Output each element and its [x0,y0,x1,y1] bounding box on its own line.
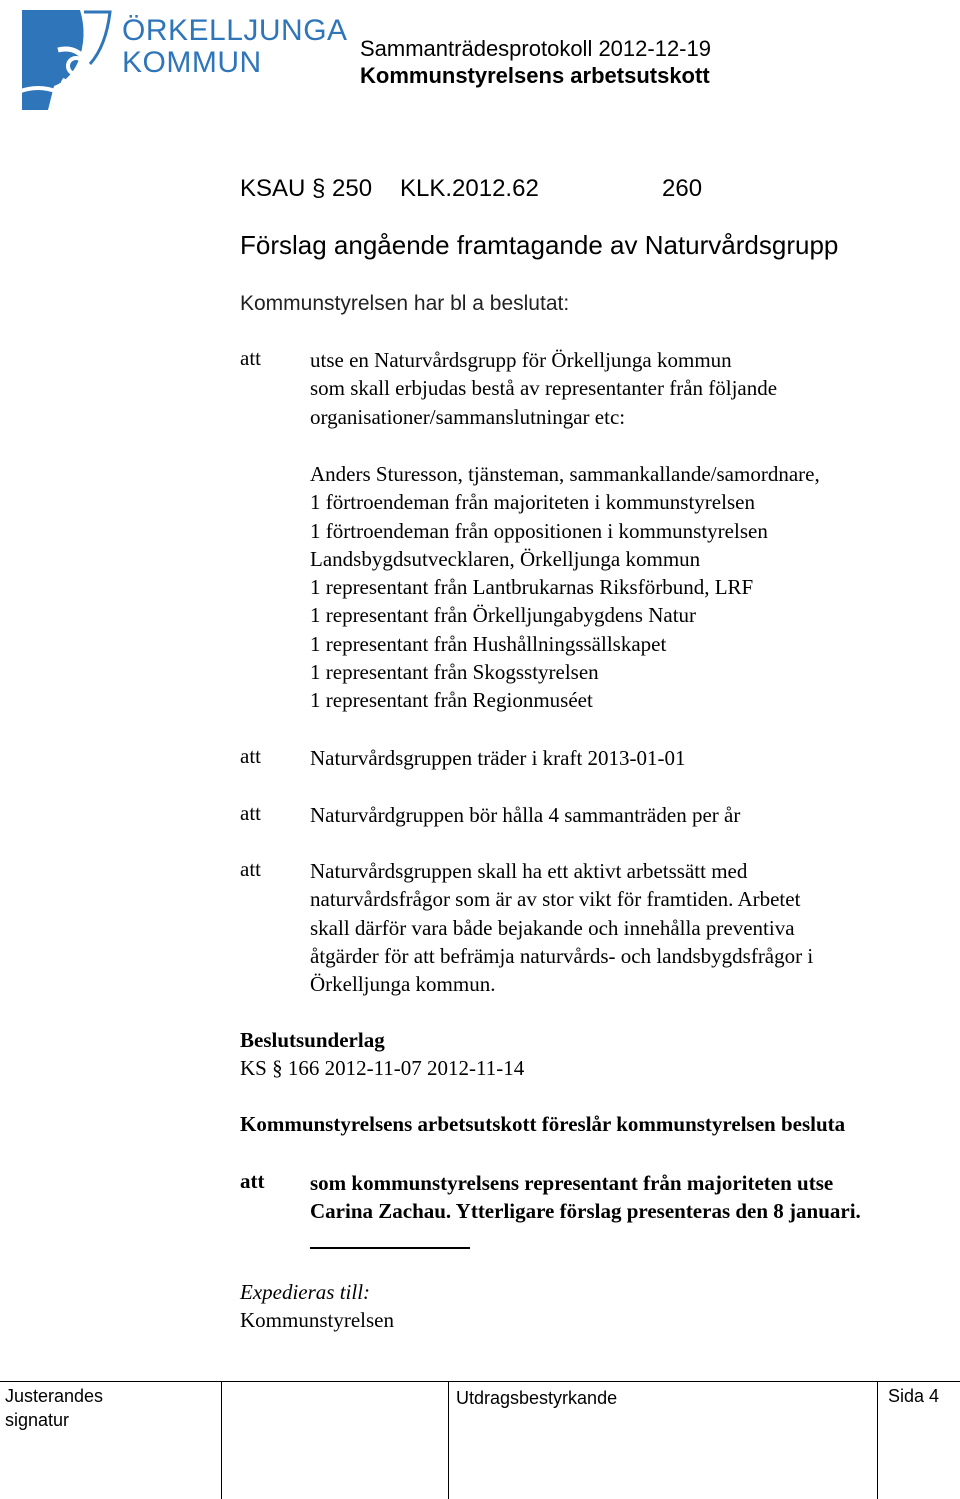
case-ksau: KSAU [240,175,306,202]
list-item: 1 representant från Hushållningssällskapet [310,631,667,656]
list-item: 1 representant från Örkelljungabygdens Natur [310,603,697,628]
item-line: skall därför vara både bejakande och innehålla preventiva [310,915,795,940]
page-number: Sida 4 [888,1386,940,1406]
list-item: 1 representant från Skogsstyrelsen [310,660,599,685]
protocol-title: Sammanträdesprotokoll 2012-12-19 [360,36,711,61]
list-item: Landsbygdsutvecklaren, Örkelljunga kommun [310,546,701,571]
att-label: att [240,801,261,825]
footer-divider [448,1382,449,1499]
item-line: Örkelljunga kommun. [310,972,496,997]
att-label: att [240,744,261,768]
beslutsunderlag-reference: KS § 166 2012-11-07 2012-11-14 [240,1056,525,1080]
proposal-heading: Kommunstyrelsens arbetsutskott föreslår kommunstyrelsen besluta [240,1112,846,1136]
att-label: att [240,1169,265,1193]
footer-divider [221,1382,222,1499]
list-item: 1 förtroendeman från oppositionen i kommunstyrelsen [310,518,768,543]
att-label: att [240,346,261,370]
item-line: naturvårdsfrågor som är av stor vikt för framtiden. Arbetet [310,887,801,912]
page-footer [0,1381,960,1499]
item-text [310,801,930,829]
member-list [310,460,930,715]
logo-name-line1: ÖRKELLJUNGA [122,14,348,47]
divider [310,1247,470,1249]
expedieras-recipient: Kommunstyrelsen [240,1308,394,1332]
beslutsunderlag-heading: Beslutsunderlag [240,1028,385,1052]
expedieras-label: Expedieras till: [240,1280,371,1304]
case-number: 250 [332,175,373,202]
item-line: Naturvårdsgruppen träder i kraft 2013-01-01 [310,746,686,770]
item-line: organisationer/sammanslutningar etc: [310,404,626,429]
item-line: Naturvårdsgruppen skall ha ett aktivt arbetssätt med [310,859,748,883]
item-text [310,346,930,431]
item-line: Naturvårdgruppen bör hålla 4 sammanträden per år [310,803,741,827]
intro-text: Kommunstyrelsen har bl a beslutat: [240,292,570,315]
item-line: utse en Naturvårdsgrupp för Örkelljunga kommun [310,348,732,372]
proposal-text [310,1169,930,1226]
list-item: 1 representant från Lantbrukarnas Riksförbund, LRF [310,575,754,600]
footer-justerandes: Justerandes [5,1386,104,1406]
item-text [310,744,930,772]
att-label: att [240,857,261,881]
proposal-line: som kommunstyrelsens representant från majoriteten utse [310,1171,834,1195]
item-line: åtgärder för att befrämja naturvårds- och landsbygdsfrågor i [310,943,814,968]
item-text [310,857,930,998]
list-item: 1 representant från Regionmuséet [310,688,593,713]
municipality-logo [18,6,348,116]
section-symbol: § [312,175,326,202]
logo-name-line2: KOMMUN [122,46,262,79]
list-item: 1 förtroendeman från majoriteten i kommunstyrelsen [310,490,755,515]
page-title: Förslag angående framtagande av Naturvårdsgrupp [240,230,839,260]
logo-emblem-icon [18,6,114,114]
footer-divider [877,1382,878,1499]
case-klk: KLK.2012.62 [400,175,539,202]
page-reference: 260 [662,175,703,202]
item-line: som skall erbjudas bestå av representanter från följande [310,376,778,401]
committee-name: Kommunstyrelsens arbetsutskott [360,63,710,88]
list-item: Anders Sturesson, tjänsteman, sammankallande/samordnare, [310,462,820,486]
proposal-line: Carina Zachau. Ytterligare förslag presenteras den 8 januari. [310,1199,861,1224]
footer-signatur: signatur [5,1410,70,1430]
footer-utdragsbestyrkande: Utdragsbestyrkande [456,1388,618,1408]
